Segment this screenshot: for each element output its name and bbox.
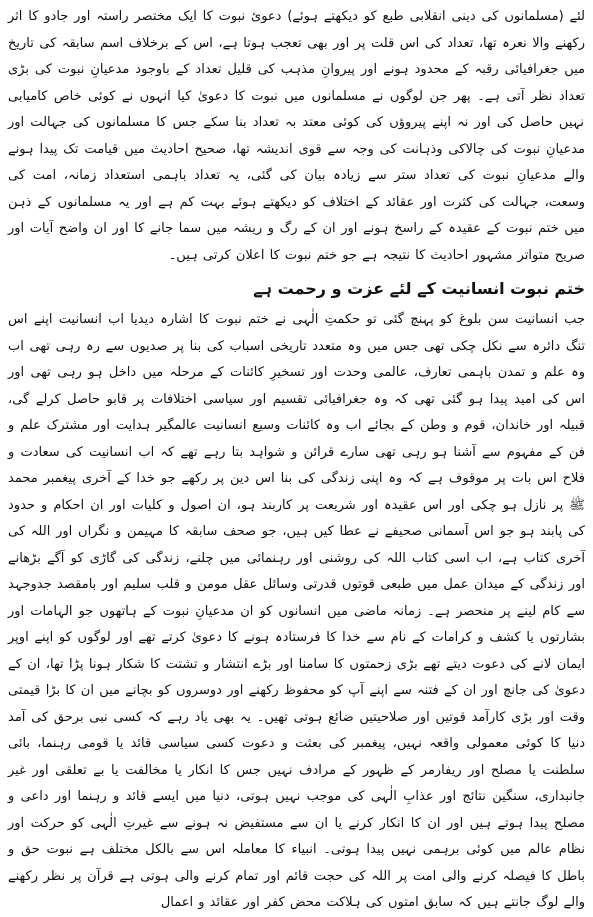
text-line: اور بڑی کارآمد قوتیں اور صلاحیتیں ضائع ہوتی تھیں۔ یہ بھی یاد رہے کہ کسی نبی برحق کی آمد دنیا کا کوئی معمولی واقعہ نہیں، پیغمبر xyxy=(8,709,585,751)
text-line: ہو، ان اصول و کلیات اور ان احکام و حدود کی پابند ہو جو اس آسمانی صحیفے نے عطا کیں ہیں، جو صحف سابقہ کا مہیمن و نگراں اور xyxy=(8,497,585,539)
text-line: میدان عمل میں طبعی قوتوں قدرتی وسائل عقل مومن و قلب سلیم اور بامقصد جدوجہد سے کام لینے پر منحصر ہے۔ زمانہ ماضی xyxy=(8,577,585,619)
text-line: کی بعثت و دعوت کسی سیاسی قائد یا قومی رہنما، بائی سلطنت یا مصلح اور ریفارمر کے ظہور کے مرادف نہیں جس کا انکار یا xyxy=(8,736,585,778)
text-line: سے نکل چکی تھی جس میں وہ متعدد تاریخی اسباب کی بنا پر صدیوں سے رہ رہی تھی اب وہ علم و تمدن باہمی تعارف، عالمی xyxy=(8,338,585,380)
text-line: نے کوئی خاص کامیابی نہیں حاصل کی اور نہ اپنے پیروؤں کی کوئی معتد بہ تعداد بنا سکے جس کا مسلمانوں کی جہالت اور xyxy=(8,88,584,130)
section-heading: ختم نبوت انسانیت کے لئے عزت و رحمت ہے xyxy=(253,279,585,298)
text-line: دیکھتے ہوئے بہت کم ہے اور یہ مسلمانوں کے ذہن میں ختم نبوت کے عقیدہ کے راسخ ہونے اور ان کے رگ و ریشہ میں xyxy=(8,194,586,236)
text-line: جب انسانیت سن بلوغ کو پہنچ گئی تو حکمتِ الٰہی نے ختم نبوت کا اشارہ دیدیا اب انسانیت اپنے اس تنگ دائرہ xyxy=(8,312,585,354)
body-paragraph-2 xyxy=(8,307,585,917)
text-line: وحدت اور تسخیرِ کائنات کے مرحلہ میں داخل ہو رہی تھی اور اس کی امید پیدا ہو گئی تھی کہ وہ جغرافیائی تقسیم اور سیاسی اختلافات پر xyxy=(8,365,586,407)
text-line: میں انسانوں کو ان مدعیانِ نبوت کے ہاتھوں جو الہامات اور بشارتوں یا کشف و کرامات کے نام سے خدا کا فرستادہ ہونے کا xyxy=(8,603,585,645)
text-line: قلت پر اور بھی تعجب ہوتا ہے، اس کے برخلاف اسم سابقہ کی تاریخ میں جغرافیائی رقبہ کے محدود ہونے اور پیروانِ مذہب کی xyxy=(8,35,585,77)
text-line: کے مفہوم سے آشنا ہو رہی تھی سارے قرائن و شواہد بتا رہے تھے کہ اب انسانیت کی سعادت و فلاح اس بات پر موقوف ہے xyxy=(8,444,585,486)
text-line: سما جانے کا اور ان واضح آیات اور صریح متواتر مشہور احادیث کا نتیجہ ہے جو ختم نبوت کا اعلان کرتی ہیں۔ xyxy=(8,221,585,263)
text-line: کہ وہ اپنی زندگی کی بنا اس دین پر رکھے جو خدا کے آخری پیغمبر محمد ﷺ پر نازل ہو چکی اور اس عقیدہ اور شریعت پر کاربند xyxy=(8,471,585,513)
text-line: لئے (مسلمانوں کی دینی انقلابی طبع کو دیکھتے ہوئے) دعویٔ نبوت کا ایک مختصر راستہ اور جادو کا اثر رکھنے والا نعرہ تھا، تعداد کی اس xyxy=(8,9,586,51)
text-line: قلیل تعداد کے باوجود مدعیانِ نبوت کی بڑی تعداد نظر آتی ہے۔ پھر جن لوگوں نے مسلمانوں میں نبوت کا دعویٰ کیا انہوں xyxy=(8,62,586,104)
text-line: تمام کرنے والی ہوتی ہے قرآن پر نظر رکھنے والے لوگ جانتے ہیں کہ سابق امتوں کی ہلاکت محض کفر اور عقائد و اعمال xyxy=(8,868,585,910)
text-line: تعداد ستر سے زیادہ بیان کی گئی، یہ تعداد باہمی استعداد زمانہ، امت کی وسعت، جہالت کی کثرت اور عقائد کے اختلاف کو xyxy=(8,168,585,210)
text-line: و مصلح پیدا ہوتے ہیں اور ان کا انکار کرنے یا ان سے مستفیض نہ ہونے سے غیرتِ الٰہی کو حرکت اور نظام عالم میں کوئی برہمی xyxy=(8,789,585,857)
text-line: اللہ کی آخری کتاب ہے، اب اسی کتاب اللہ کی روشنی اور رہنمائی میں چلنے، زندگی کی گاڑی کو آگے بڑھانے اور زندگی کے xyxy=(8,524,585,592)
text-line: ہونا پڑا تھا، ان کے دعویٰ کی جانچ اور ان کے فتنہ سے اپنے آپ کو محفوظ رکھنے اور دوسروں کو بچانے میں ان کا بڑا قیمتی وقت xyxy=(8,656,586,725)
text-line: نہیں پیدا ہوتی۔ انبیاء کا معاملہ اس سے بالکل مختلف ہے نبوت حق و باطل کا فیصلہ کرنے والی امت پر اللہ کی حجت قائم اور xyxy=(8,842,585,884)
text-line: قابو حاصل کرلے گی، قبیلہ اور خاندان، قوم و وطن کے بجائے اب وہ کائنات وسیع انسانیت عالمگیر ہدایت اور مشترک علم و فن xyxy=(8,391,586,460)
text-line: مخالفت یا بے تعلقی اور غیر جانبداری، سنگین نتائج اور عذابِ الٰہی کی موجب نہیں ہوتی، دنیا میں ایسے قائد و رہنما اور داعی xyxy=(8,762,585,804)
text-line: دعویٰ کرتے تھے اور لوگوں کو اپنے اوپر ایمان لانے کی دعوت دیتے تھے بڑی زحمتوں کا سامنا اور بڑے انتشار و تشتت کا شکار xyxy=(8,630,586,672)
body-paragraph-1 xyxy=(8,4,585,269)
text-line: مدعیانِ نبوت کی چالاکی وذہانت کی وجہ سے قوی اندیشہ تھا، صحیح احادیث میں قیامت تک پیدا ہونے والے مدعیانِ نبوت کی xyxy=(8,141,585,183)
